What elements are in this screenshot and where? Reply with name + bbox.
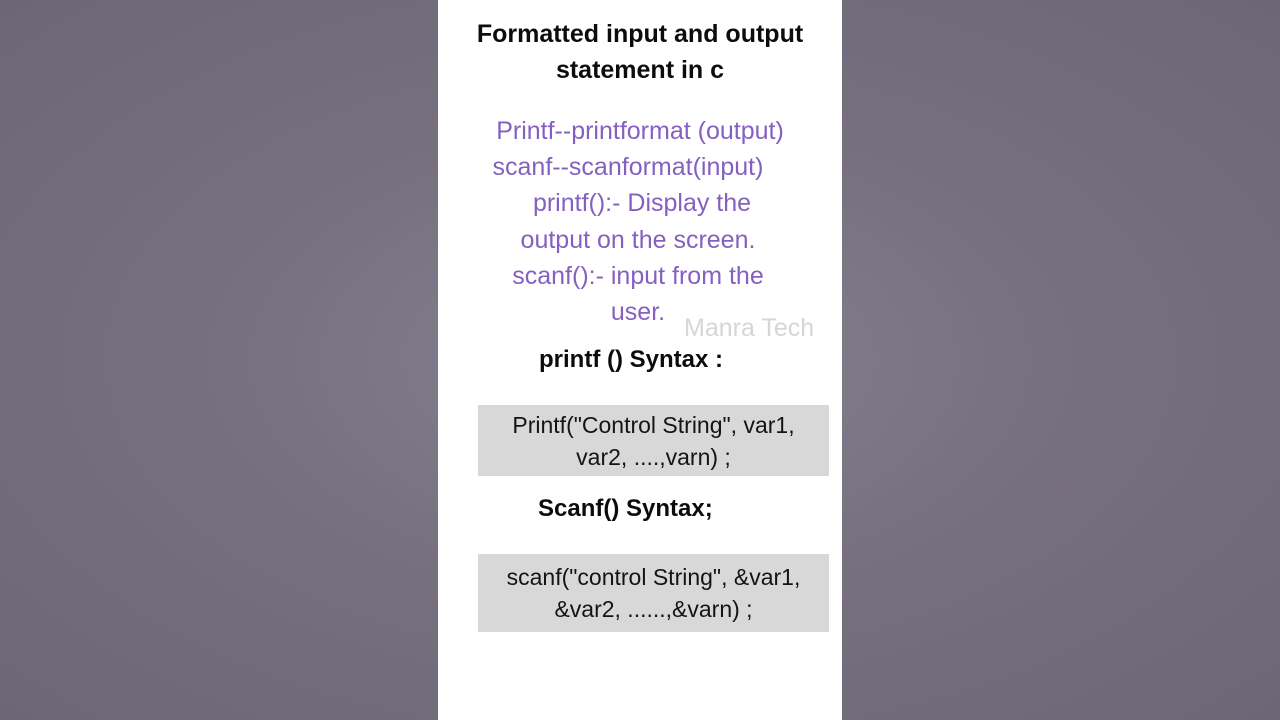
printf-syntax-code-box	[478, 405, 829, 476]
printf-code-line-1: Printf("Control String", var1,	[512, 412, 795, 438]
desc-line-output-screen: output on the screen.	[520, 226, 756, 254]
title-line-1: Formatted input and output	[476, 20, 804, 48]
watermark: Manra Tech	[684, 314, 815, 342]
title-line-2: statement in c	[555, 56, 725, 84]
scanf-code-line-2: &var2, ......,&varn) ;	[554, 596, 753, 622]
desc-line-user: user.	[610, 298, 666, 326]
document-page	[438, 0, 842, 720]
page-title	[438, 16, 842, 88]
desc-line-scanf-input: scanf():- input from the	[512, 262, 764, 290]
scanf-syntax-code-box	[478, 554, 829, 632]
printf-syntax-heading: printf () Syntax :	[539, 346, 723, 373]
desc-line-printf-format: Printf--printformat (output)	[496, 117, 784, 145]
desc-line-scanf-format: scanf--scanformat(input)	[492, 153, 764, 181]
scanf-code-line-1: scanf("control String", &var1,	[506, 564, 801, 590]
printf-code-line-2: var2, ....,varn) ;	[576, 444, 731, 470]
desc-line-printf-display: printf():- Display the	[532, 189, 752, 217]
scanf-syntax-heading: Scanf() Syntax;	[538, 495, 713, 522]
